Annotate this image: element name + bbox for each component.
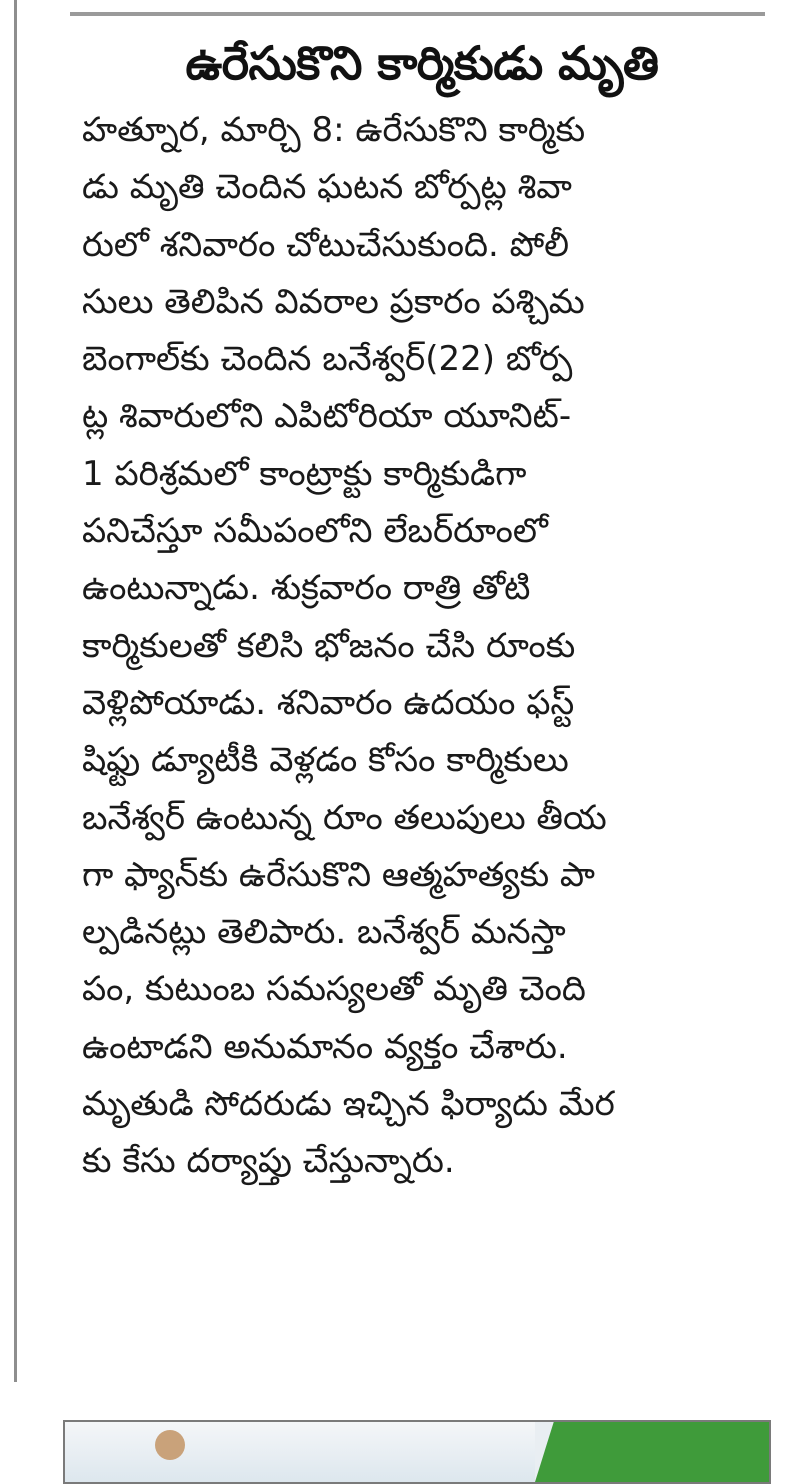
article-body-line: సులు తెలిపిన వివరాల ప్రకారం పశ్చిమ [82,281,585,322]
ad-cta-panel [535,1422,769,1482]
article-body-line: ఉంటున్నాడు. శుక్రవారం రాత్రి తోటి [82,568,531,609]
article-body-line: ల్పడినట్లు తెలిపారు. బనేశ్వర్ మనస్తా [82,912,566,953]
next-advertisement-strip[interactable] [63,1420,771,1484]
column-divider [14,0,17,1382]
article-body-line: 1 పరిశ్రమలో కాంట్రాక్టు కార్మికుడిగా [82,453,527,494]
article-body-line: ఉంటాడని అనుమానం వ్యక్తం చేశారు. [82,1026,568,1067]
article-body-line: కార్మికులతో కలిసి భోజనం చేసి రూంకు [82,625,576,666]
news-article [72,28,772,1191]
article-body-line: మృతుడి సోదరుడు ఇచ్చిన ఫిర్యాదు మేర [82,1084,615,1125]
article-body-line: వెళ్లిపోయాడు. శనివారం ఉదయం ఫస్ట్ [82,682,575,723]
article-body-line: గా ఫ్యాన్‌కు ఉరేసుకొని ఆత్మహత్యకు పా [82,854,595,895]
article-body-line: బనేశ్వర్ ఉంటున్న రూం తలుపులు తీయ [82,797,607,838]
portrait-icon [155,1430,185,1460]
article-body-line: రులో శనివారం చోటుచేసుకుంది. పోలీ [82,224,570,265]
article-body-line: ట్ల శివారులోని ఎపిటోరియా యూనిట్- [82,396,572,437]
article-body [72,102,772,1191]
ad-banner-left [65,1422,535,1482]
article-body-line: పనిచేస్తూ సమీపంలోని లేబర్‌రూంలో [82,511,548,552]
article-headline: ఉరేసుకొని కార్మికుడు మృతి [185,36,659,90]
article-body-line: కు కేసు దర్యాప్తు చేస్తున్నారు. [82,1141,455,1182]
article-body-line: డు మృతి చెందిన ఘటన బోర్పట్ల శివా [82,167,572,208]
article-body-line: హత్నూర, మార్చి 8: ఉరేసుకొని కార్మికు [82,110,586,150]
article-body-line: షిఫ్టు డ్యూటీకి వెళ్లడం కోసం కార్మికులు [82,740,569,781]
article-body-line: బెంగాల్‌కు చెందిన బనేశ్వర్(22) బోర్ప [82,339,573,380]
article-body-line: పం, కుటుంబ సమస్యలతో మృతి చెంది [82,969,586,1010]
top-divider [70,12,765,16]
